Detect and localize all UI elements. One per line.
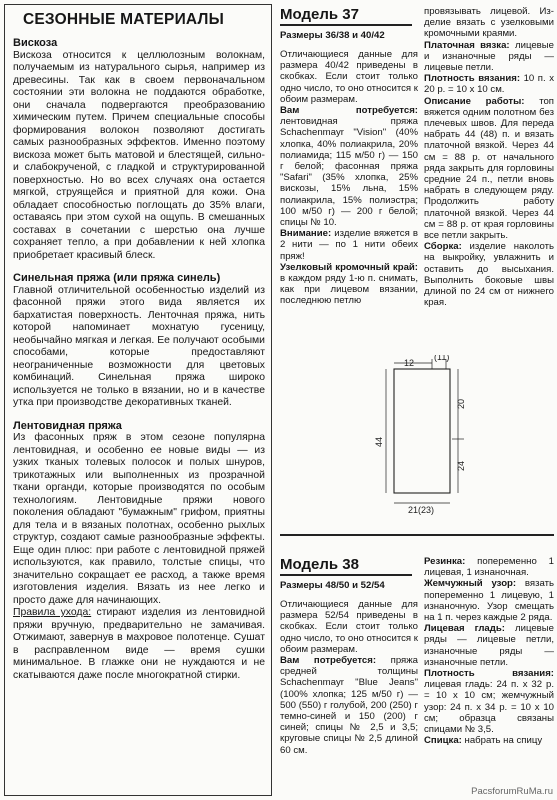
care-text: стирают изделия из лентовидной пряжи вручную, предварительно не замачивая. Отжимают, завернув в махровое полотенце. Сушат в расправленном виде — время сушки минимальное. В глажке они не нуждаются и не скатываются даже после многократной стирки. — [13, 607, 265, 681]
assembly-text: изделие наколоть на выкройку, увлажнить и оставить до высыхания. Выполнить боковые швы длиной по 24 см от нижнего края. — [424, 241, 554, 309]
top-note-label: (11) — [434, 355, 450, 362]
chenille-text: Главной отличительной особенностью изделий из фасонной пряжи этого вида является их бархатистая поверхность. Ленточная пряжа, нить которой напоминает мохнатую гусеницу, необычайно мягкая и легкая. Ее получают особыми способами, которые предоставляют неограниченные возможности для цветовых комбинаций. Синельная пряжа широко используется не только в вязании, но и в качестве утка при производстве декоративных тканей. — [13, 284, 265, 408]
model-38-size-note: Отличающиеся данные для размера 52/54 приведены в скобках. Если стоит только одно число, то оно относится к обоим размерам. — [280, 599, 418, 655]
stockinette — [424, 623, 554, 668]
materials-text: лентовидная пряжа Schachenmayr "Vision" (40% хлопка, 40% полиакрила, 20% полиамида; 115 м/50 г) — 150 г белой; фасонная пряжа "Safari" (35% хлопка, 25% вискозы, 15% льна, 15% полиакрила, 15% полиэстра; 100 м/50 г) — 200 г белой; спицы № 10. — [280, 116, 418, 229]
edge-heading: Узелковый кромочный край: — [280, 261, 418, 273]
section-title: СЕЗОННЫЕ МАТЕРИАЛЫ — [23, 11, 224, 28]
viscose-heading: Вискоза — [13, 37, 58, 49]
model-38-materials — [280, 655, 418, 756]
gauge-38 — [424, 668, 554, 735]
top-width-label: 12 — [404, 358, 415, 368]
care-heading: Правила ухода: — [13, 607, 92, 618]
model-37-warning — [280, 228, 418, 262]
model-37-sizes: Размеры 36/38 и 40/42 — [280, 30, 385, 41]
model-37-title: Модель 37 — [280, 6, 412, 26]
stockinette-text: лицевые ряды — лицевые петли, изнаночные ряды — изнаночные петли. — [424, 623, 554, 668]
viscose-text: Вискоза относится к целлюлозным волокнам, получаемым из натурального сырья, например из древесины. Так как в своем первоначальном состоянии эти волокна не поддаются обработке, они сначала подвергаются преобразованию химическим путем. Причем специальные способы формирования волокон позволяют достигать самых разнообразных эффектов. Именно поэтому вискоза может быть матовой и блестящей, сильно- и слабокрученой, с гладкой и структурированной поверхностью. Но во всех случаях она остается мягкой, струящейся и приятной для кожи. Она обладает способностью поглощать до 35% влаги, оставаясь при этом сухой на ощупь. В смешанных составах в сочетании с шерстью она лучше сохраняет тепло, а при добавлении к ней хлопка приобретает красивый блеск. — [13, 49, 265, 261]
model-38-sizes: Размеры 48/50 и 52/54 — [280, 580, 385, 591]
seasonal-materials-box — [4, 4, 272, 796]
watermark: PacsforumRuMa.ru — [471, 786, 553, 797]
warning-text: изделие вяжется в 2 нити — по 1 нити обеих пряж! — [280, 228, 418, 262]
seed-text: вязать попеременно 1 лицевую, 1 изнаночную. Узор смещать на 1 п. через каждые 2 ряда. — [424, 578, 554, 624]
assembly-heading: Сборка: — [424, 241, 462, 253]
materials-heading: Вам потребуется: — [280, 105, 418, 117]
ribbon-yarn-heading: Лентовидная пряжа — [13, 419, 122, 432]
pattern-schematic — [360, 355, 480, 520]
model-37-edge — [280, 262, 418, 307]
back-heading: Спицка: — [424, 735, 462, 747]
height-label: 44 — [374, 436, 384, 447]
description-text: топ вяжется одним полотном без плечевых швов. Для переда набрать 44 (48) п. и вязать платочной вязкой. Через 44 см = 88 р. от начального ряда закрыть для горловины средние 24 п., петли вновь набрать в следующем ряду. Продолжить работу платочной вязкой. Через 44 см = 88 р. от края горловины все петли закрыть. — [424, 95, 555, 242]
work-description — [424, 96, 554, 242]
garter-heading: Платочная вязка: — [424, 39, 510, 51]
model-38-column-2 — [424, 556, 554, 746]
model-38-title: Модель 38 — [280, 556, 412, 576]
warning-heading: Внимание: — [280, 228, 332, 240]
ribbing-heading: Резинка: — [424, 556, 466, 567]
model-37-column-2 — [424, 6, 554, 308]
back-text: набрать на спицу — [461, 735, 543, 747]
back-start — [424, 735, 554, 746]
ribbon-yarn-text: Из фасонных пряж в этом сезоне популярна лентовидная, и особенно ее новые виды — из узких тканых толевых полосок и полых шнуров, трикотажных или выполненных из прозрачной ткани органди, которые производятся по особым технологиям. Лентовидные пряжи нового поколения обладают "бумажным" грифом, приятны для тела и в вязаных полотнах, особенно рыхлых структур, создают самые разнообразные эффекты. Еще один плюс: при работе с лентовидной пряжей используются, как правило, толстые спицы, что значительно сокращает ее расход, а также время изготовления изделия. Вязать из нее легко и просто даже для начинающих. — [13, 432, 265, 606]
model-38-column — [280, 556, 418, 756]
stockinette-heading: Лицевая гладь: — [424, 623, 505, 635]
model-37-materials — [280, 105, 418, 228]
care-rules — [13, 607, 265, 682]
ribbing-text: попеременно 1 лицевая, 1 изнаночная. — [424, 556, 554, 579]
gauge-heading-38: Плотность вязания: — [424, 668, 554, 680]
materials-heading-38: Вам потребуется: — [280, 655, 377, 667]
model-divider — [280, 534, 554, 536]
ribbing — [424, 556, 554, 578]
edge-text: в каждом ряду 1-ю п. снимать, как при лицевом вязании, последнюю петлю — [280, 273, 418, 307]
upper-seg-label: 20 — [456, 398, 466, 409]
pattern-diagram — [360, 355, 480, 520]
chenille-heading: Синельная пряжа (или пряжа синель) — [13, 272, 221, 284]
bottom-width-label: 21(23) — [408, 505, 435, 515]
gauge-37 — [424, 73, 554, 95]
model-37-edge-cont: провязывать лицевой. Из-делие вязать с узелковыми кромочными краями. — [424, 6, 554, 40]
pattern-outline — [394, 369, 450, 493]
gauge-text-38: лицевая гладь: 24 п. x 32 р. = 10 x 10 см; жемчужный узор: 24 п. x 34 р. = 10 x 10 см; образца связаны спицами № 3,5. — [424, 679, 554, 736]
assembly — [424, 241, 554, 308]
lower-seg-label: 24 — [456, 460, 466, 471]
model-37-size-note: Отличающиеся данные для размера 40/42 приведены в скобках. Если стоит только одно число, то оно относится к обоим размерам. — [280, 49, 418, 105]
seed-heading: Жемчужный узор: — [424, 578, 517, 590]
gauge-text: 10 п. x 20 р. = 10 x 10 см. — [424, 73, 554, 96]
gauge-heading: Плотность вязания: — [424, 73, 521, 85]
model-37-column — [280, 6, 418, 307]
garter-stitch — [424, 40, 554, 74]
description-heading: Описание работы: — [424, 95, 525, 107]
materials-text-38: пряжа средней толщины Schachenmayr "Blue Jeans" (100% хлопка; 125 м/50 г) — 500 (550) г голубой, 200 (250) г темно-синей и 150 (200) г синей; спицы № 2,5 и 3,5; круговые спицы № 2,5 длиной 60 см. — [280, 655, 418, 756]
garter-text: лицевые и изнаночные ряды — лицевые петли. — [424, 39, 554, 74]
seed-stitch — [424, 578, 554, 623]
